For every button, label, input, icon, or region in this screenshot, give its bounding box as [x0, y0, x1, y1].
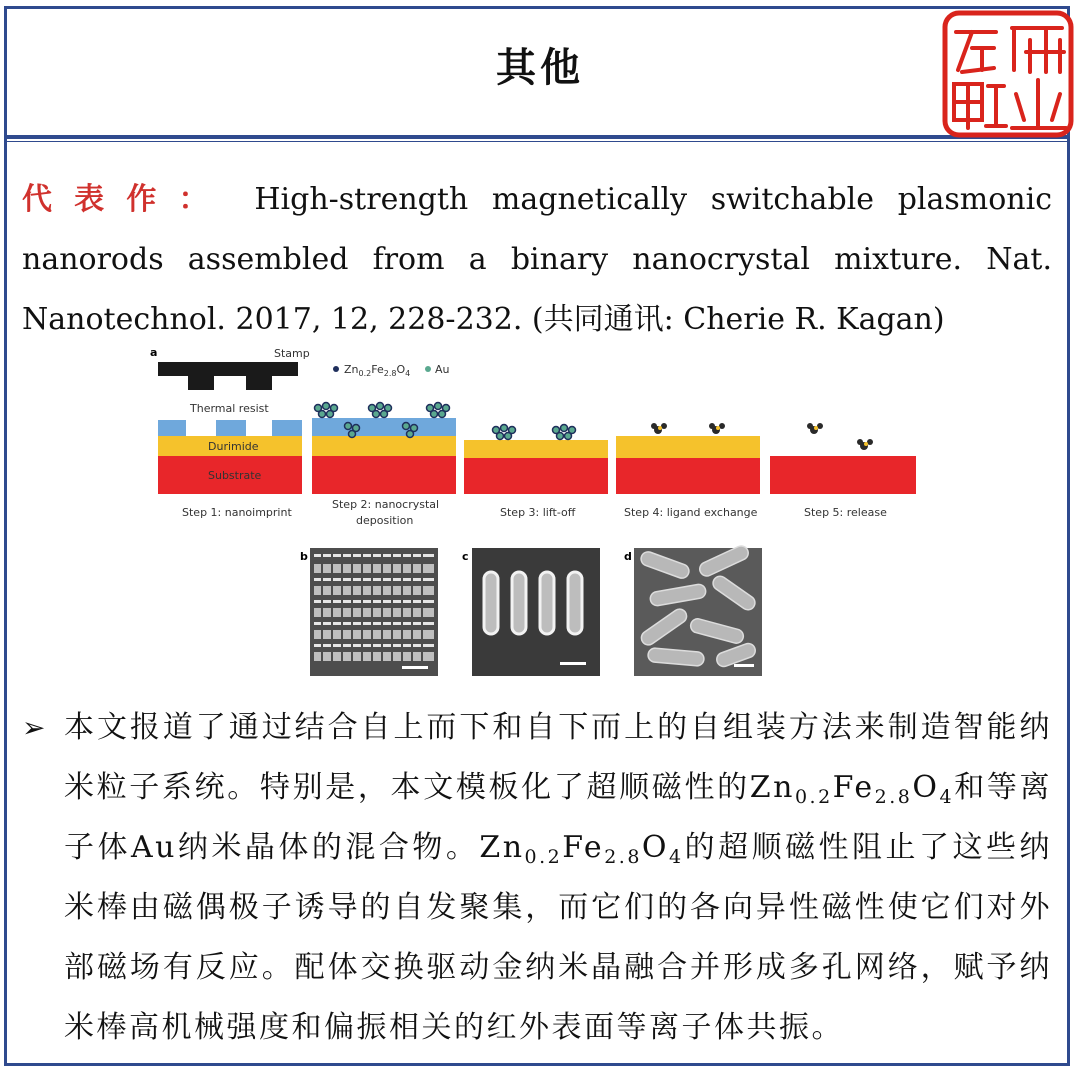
page-title: 其他: [496, 45, 584, 91]
step5-caption: Step 5: release: [804, 506, 887, 519]
legend-znfeo: $Zn_{0.2}Fe_{2.8}O_4$: [344, 363, 411, 378]
stamp-shape: [158, 362, 298, 390]
figure-fabrication-schematic: [150, 342, 930, 678]
substrate-label: Substrate: [208, 469, 262, 482]
panel-a-label: a: [150, 346, 158, 359]
summary-bullet: [22, 698, 1052, 1058]
bullet-arrow-icon: ➢: [22, 711, 46, 744]
formula-1: $Zn_{0.2}Fe_{2.8}O_4$: [749, 770, 955, 808]
seal-stamp-logo: [942, 10, 1074, 138]
sem-image-b: [310, 548, 438, 676]
header-divider: [4, 135, 1070, 139]
step3-stack: [464, 425, 608, 495]
step1-caption: Step 1: nanoimprint: [182, 506, 292, 519]
step5-stack: [770, 423, 916, 494]
step2-caption-line1: Step 2: nanocrystal: [332, 498, 440, 511]
formula-2: $Zn_{0.2}Fe_{2.8}O_4$: [479, 830, 684, 868]
citation-text: High-strength magnetically switchable plasmonic nanorods assembled from a binary nanocrystal mixture. Nat. Nanotechnol. 2017, 12, 228-232. (共同通讯: Cherie R. Kagan): [22, 182, 1053, 337]
panel-b-label: b: [300, 550, 308, 563]
step2-stack: [312, 403, 456, 495]
summary-text: 本文报道了通过结合自上而下和自下而上的自组装方法来制造智能纳米粒子系统。特别是，本文模板化了超顺磁性的$Zn_{0.2}Fe_{2.8}O_4$和等离子体Au纳米晶体的混合物。$Zn_{0.2}Fe_{2.8}O_4$的超顺磁性阻止了这些纳米棒由磁偶极子诱导的自发聚集，而它们的各向异性磁性使它们对外部磁场有反应。配体交换驱动金纳米晶融合并形成多孔网络，赋予纳米棒高机械强度和偏振相关的红外表面等离子体共振。: [64, 710, 1052, 1045]
panel-c-label: c: [462, 550, 469, 563]
step2-caption-line2: deposition: [356, 514, 414, 527]
stamp-label: Stamp: [274, 347, 310, 360]
legend-au-dot: [425, 366, 431, 372]
step4-stack: [616, 423, 760, 494]
legend-au: Au: [435, 363, 450, 376]
step3-caption: Step 3: lift-off: [500, 506, 576, 519]
representative-work: [22, 170, 1052, 350]
sem-image-d: [634, 544, 762, 676]
sem-image-c: [472, 548, 600, 676]
durimide-label: Durimide: [208, 440, 259, 453]
step1-stack: [158, 420, 302, 494]
legend-zn-dot: [333, 366, 339, 372]
thermal-resist-label: Thermal resist: [190, 402, 269, 415]
step4-caption: Step 4: ligand exchange: [624, 506, 758, 519]
representative-label: 代表作：: [22, 182, 231, 217]
panel-d-label: d: [624, 550, 632, 563]
header-divider-thin: [4, 141, 1070, 142]
